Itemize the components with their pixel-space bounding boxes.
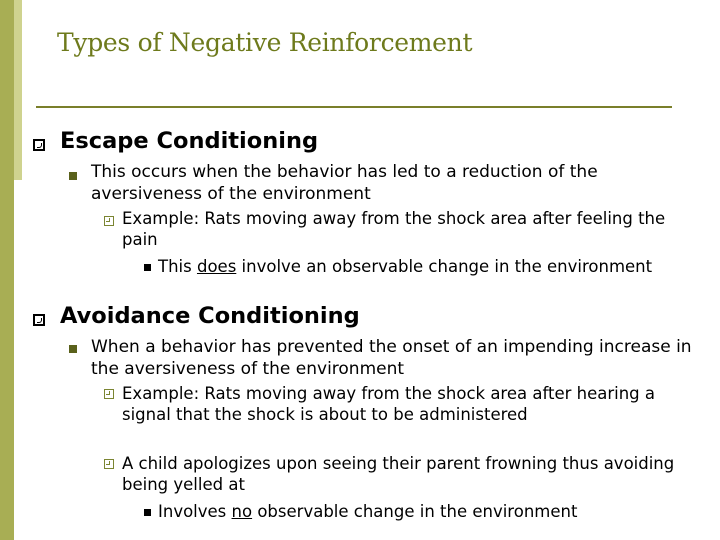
avoidance-example-2: A child apologizes upon seeing their parent frowning thus avoiding being yelled at: [122, 454, 675, 494]
avoidance-note-prefix: Involves: [158, 502, 232, 521]
checkbox-bullet-icon: [33, 314, 45, 326]
side-accent-bar-light: [14, 0, 22, 180]
side-accent-bar: [0, 0, 14, 540]
escape-definition: This occurs when the behavior has led to a reduction of the aversiveness of the environment: [91, 162, 598, 204]
small-square-bullet-icon: [144, 509, 151, 516]
escape-note-emphasis: does: [196, 257, 237, 276]
title-divider: [36, 106, 672, 108]
square-bullet-icon: [69, 172, 77, 180]
escape-note-suffix: involve an observable change in the environment: [236, 257, 653, 276]
avoidance-note-suffix: observable change in the environment: [252, 502, 578, 521]
slide-title: Types of Negative Reinforcement: [57, 28, 473, 57]
checkbox-bullet-icon: [104, 389, 114, 399]
escape-example: Example: Rats moving away from the shock area after feeling the pain: [122, 209, 666, 249]
escape-heading: Escape Conditioning: [60, 128, 319, 154]
avoidance-definition: When a behavior has prevented the onset of an impending increase in the aversiveness of the environment: [91, 337, 692, 379]
escape-note: [158, 256, 678, 277]
avoidance-heading: Avoidance Conditioning: [60, 303, 360, 329]
checkbox-bullet-icon: [104, 459, 114, 469]
avoidance-example-1: Example: Rats moving away from the shock area after hearing a signal that the shock is about to be administered: [122, 384, 656, 424]
square-bullet-icon: [69, 345, 77, 353]
avoidance-note-emphasis: no: [231, 502, 253, 521]
escape-note-prefix: This: [158, 257, 197, 276]
small-square-bullet-icon: [144, 264, 151, 271]
checkbox-bullet-icon: [33, 139, 45, 151]
checkbox-bullet-icon: [104, 216, 114, 226]
avoidance-note: [158, 501, 698, 522]
